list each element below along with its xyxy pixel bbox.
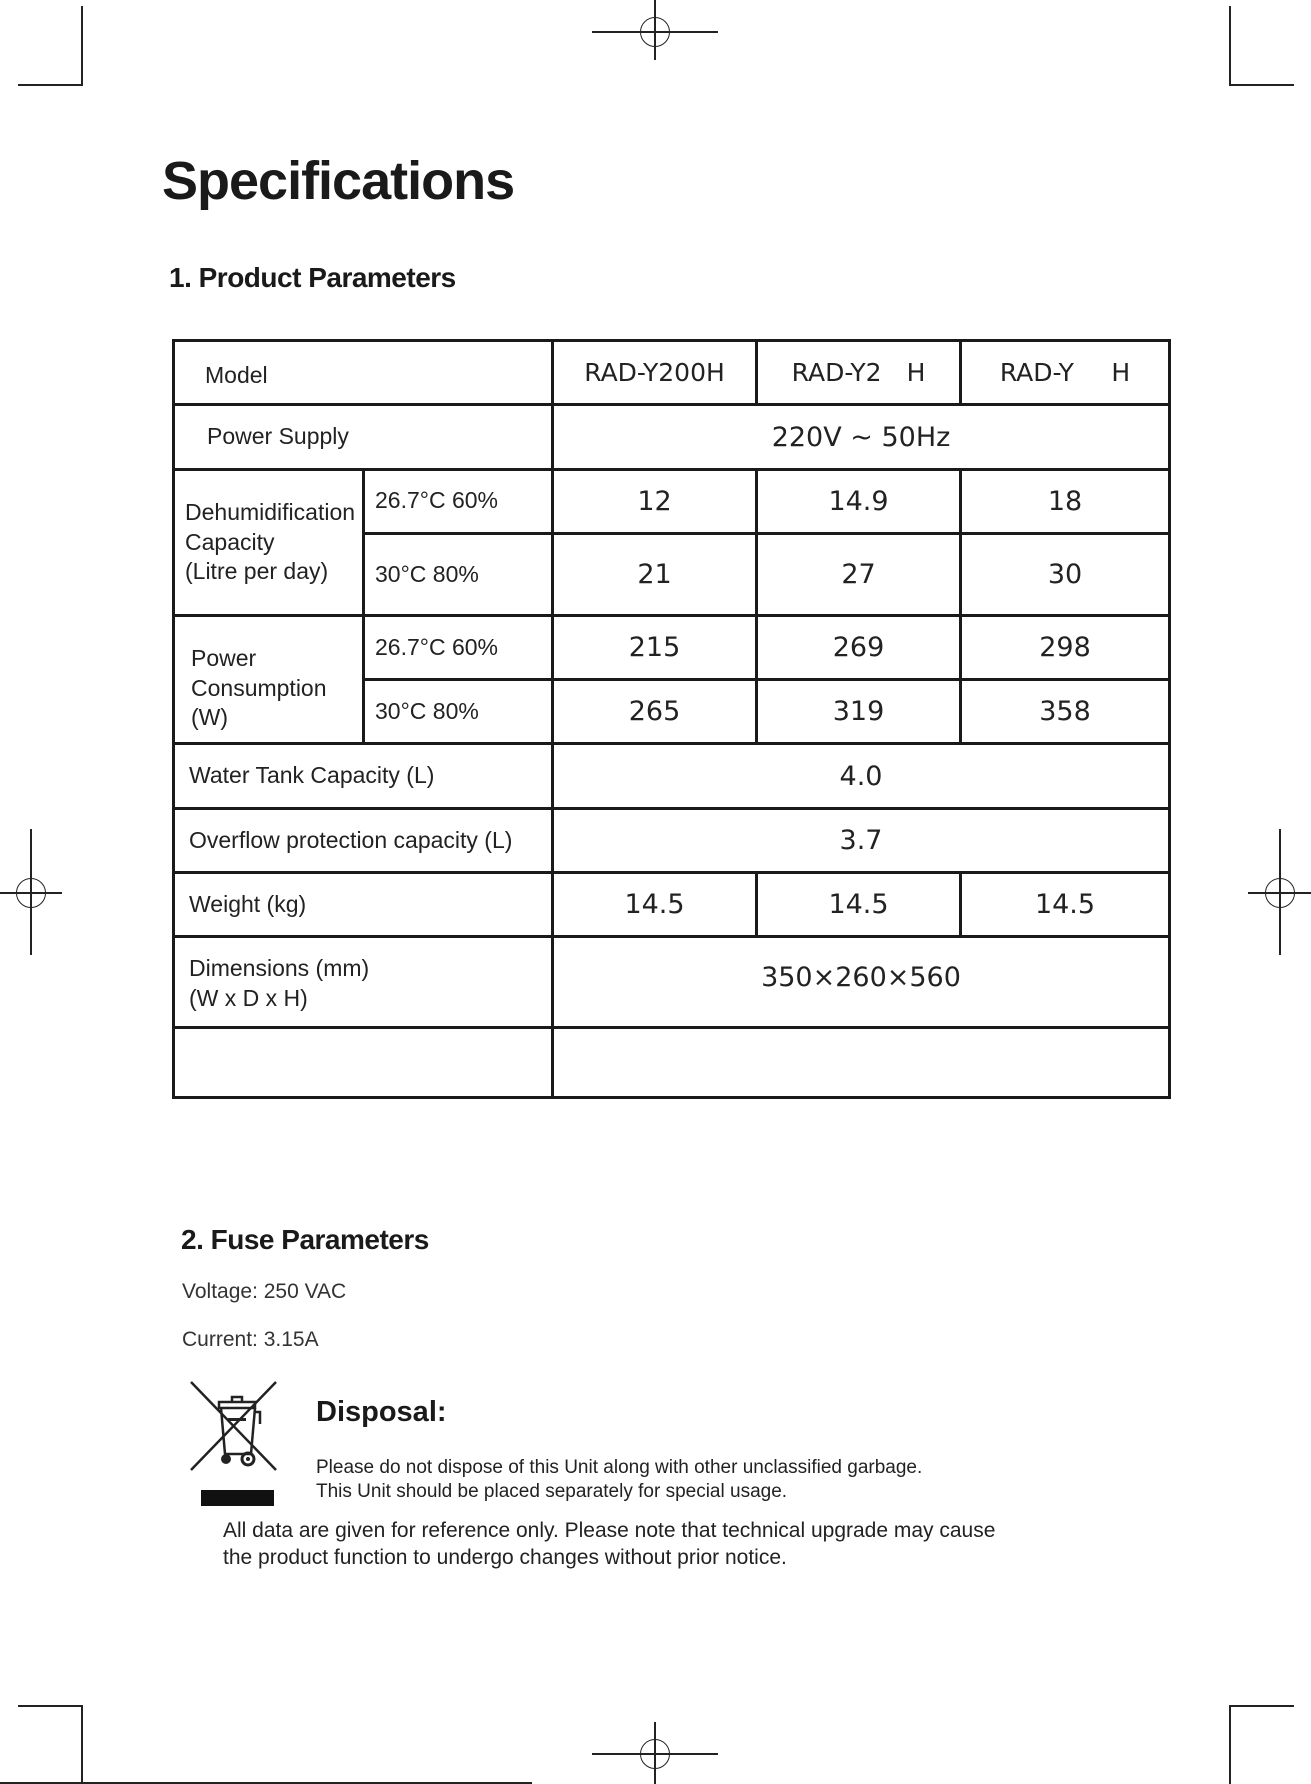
dehumidification-label-line: Dehumidification: [185, 498, 356, 525]
value-cell: 12: [553, 470, 757, 534]
table-row-power-supply: [174, 405, 1170, 470]
power-consumption-label-line: Power: [191, 644, 257, 671]
product-parameters-table: [172, 339, 1171, 1099]
condition-cell: 30°C 80%: [364, 534, 553, 616]
overflow-value: 3.7: [553, 809, 1170, 873]
table-row-dehumidification-a: [174, 470, 1170, 534]
empty-cell: [174, 1028, 553, 1098]
dehumidification-label-line: (Litre per day): [185, 558, 329, 585]
dimensions-value: 350×260×560: [553, 937, 1170, 1028]
table-row-power-consumption-a: [174, 616, 1170, 680]
crossed-out-wheelie-bin-icon: [190, 1378, 280, 1508]
overflow-label: Overflow protection capacity (L): [174, 809, 553, 873]
value-cell: 215: [553, 616, 757, 680]
disposal-text-line: This Unit should be placed separately for special usage.: [316, 1481, 788, 1502]
disposal-title: Disposal:: [316, 1396, 447, 1428]
power-consumption-label-line: (W): [191, 704, 229, 731]
disposal-text: [316, 1456, 922, 1504]
dimensions-label-line: Dimensions (mm): [189, 955, 370, 981]
page-title: Specifications: [162, 151, 515, 211]
table-row-empty: [174, 1028, 1170, 1098]
value-cell: 319: [757, 680, 961, 744]
model-label: Model: [174, 341, 553, 405]
value-cell: 21: [553, 534, 757, 616]
model-cell: RAD-Y H: [961, 341, 1170, 405]
condition-cell: 30°C 80%: [364, 680, 553, 744]
section-title-product-parameters: 1. Product Parameters: [169, 262, 456, 293]
power-consumption-label: [174, 616, 364, 744]
value-cell: 14.5: [553, 873, 757, 937]
model-cell: RAD-Y2 H: [757, 341, 961, 405]
table-row-weight: [174, 873, 1170, 937]
value-cell: 30: [961, 534, 1170, 616]
fuse-voltage: Voltage: 250 VAC: [182, 1280, 347, 1303]
condition-cell: 26.7°C 60%: [364, 616, 553, 680]
value-cell: 18: [961, 470, 1170, 534]
water-tank-value: 4.0: [553, 744, 1170, 809]
dehumidification-label-line: Capacity: [185, 528, 275, 555]
value-cell: 14.5: [961, 873, 1170, 937]
dehumidification-label: [174, 470, 364, 616]
table-row-water-tank: [174, 744, 1170, 809]
section-title-fuse-parameters: 2. Fuse Parameters: [181, 1224, 429, 1255]
value-cell: 14.9: [757, 470, 961, 534]
condition-cell: 26.7°C 60%: [364, 470, 553, 534]
reference-note: [223, 1517, 995, 1571]
table-row-model: [174, 341, 1170, 405]
reference-note-line: the product function to undergo changes without prior notice.: [223, 1546, 787, 1569]
value-cell: 298: [961, 616, 1170, 680]
value-cell: 358: [961, 680, 1170, 744]
model-cell: RAD-Y200H: [553, 341, 757, 405]
power-supply-value: 220V ~ 50Hz: [553, 405, 1170, 470]
water-tank-label: Water Tank Capacity (L): [174, 744, 553, 809]
table-row-dimensions: [174, 937, 1170, 1028]
power-supply-label: Power Supply: [174, 405, 553, 470]
fuse-current: Current: 3.15A: [182, 1328, 319, 1351]
value-cell: 14.5: [757, 873, 961, 937]
value-cell: 269: [757, 616, 961, 680]
weight-label: Weight (kg): [174, 873, 553, 937]
dimensions-label: [174, 937, 553, 1028]
value-cell: 27: [757, 534, 961, 616]
value-cell: 265: [553, 680, 757, 744]
table-row-overflow: [174, 809, 1170, 873]
power-consumption-label-line: Consumption: [191, 674, 327, 701]
dimensions-label-line: (W x D x H): [189, 984, 308, 1011]
disposal-text-line: Please do not dispose of this Unit along with other unclassified garbage.: [316, 1457, 923, 1478]
empty-cell: [553, 1028, 1170, 1098]
reference-note-line: All data are given for reference only. Please note that technical upgrade may cause: [223, 1519, 996, 1542]
